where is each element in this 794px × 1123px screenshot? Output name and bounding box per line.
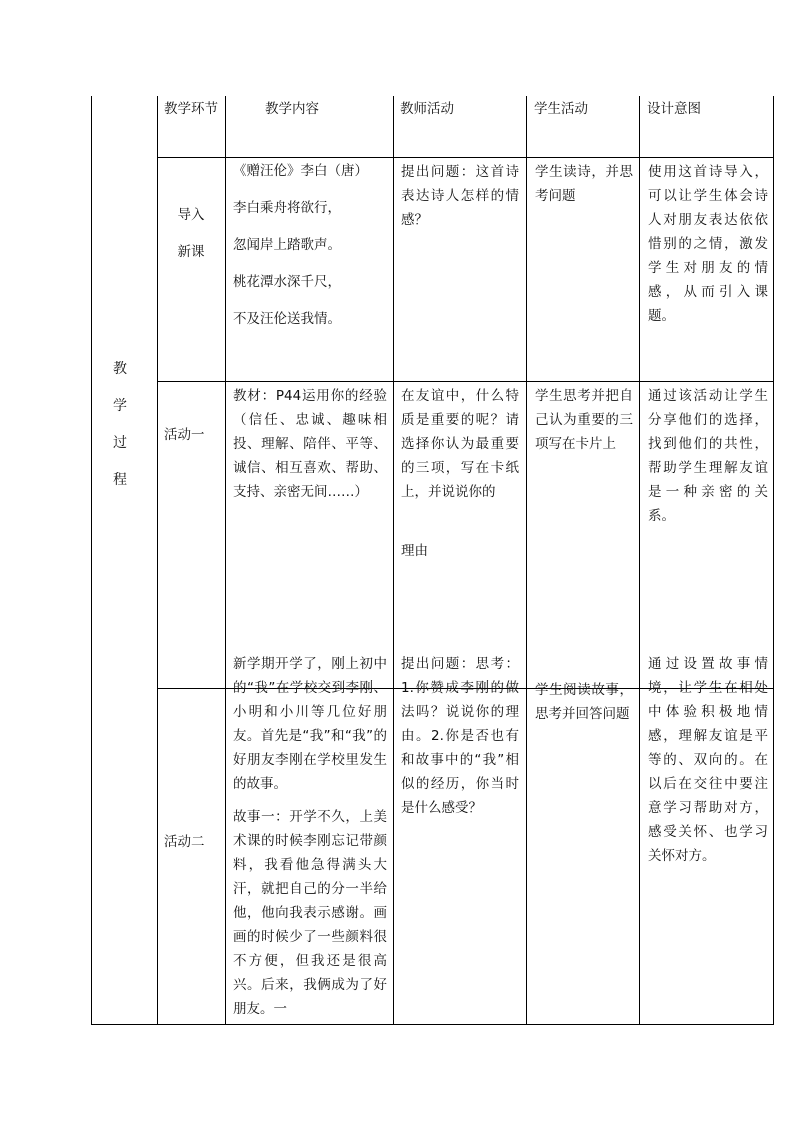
side-label: 教 学 过 程 (113, 361, 127, 488)
header-content: 教学内容 (265, 101, 319, 117)
student-activity-intro: 学生读诗，并思考问题 (535, 164, 633, 204)
column-divider (225, 96, 226, 1024)
stage-intro: 导入 新课 (177, 207, 205, 260)
poem-content (233, 153, 389, 338)
student-activity-1: 学生思考并把自己认为重要的三项写在卡片上 (535, 388, 633, 452)
column-divider (393, 96, 394, 1024)
poem-line: 不及汪伦送我情。 (233, 311, 341, 327)
header-stage: 教学环节 (164, 101, 218, 117)
row-divider (157, 381, 773, 382)
student-activity-2: 学生阅读故事，思考并回答问题 (535, 682, 633, 722)
content-activity-2-story: 故事一：开学不久，上美术课的时候李刚忘记带颜料，我看他急得满头大汗，就把自己的分一半给他，他向我表示感谢。画画的时候少了一些颜料很不方便，但我还是很高兴。后来，我俩成为了好朋友。一 (233, 809, 387, 1017)
teacher-activity-2: 提出问题：思考：1.你赞成李刚的做法吗？说说你的理由。2.你是否也有和故事中的“我”相似的经历，你当时是什么感受？ (401, 656, 519, 816)
column-divider (526, 96, 527, 1024)
stage-activity-1: 活动一 (164, 427, 205, 443)
teacher-activity-1: 在友谊中，什么特质是重要的呢？请选择你认为最重要的三项，写在卡纸上，并说说你的 (401, 388, 519, 500)
poem-title: 《赠汪伦》李白（唐） (233, 163, 368, 179)
poem-line: 李白乘舟将欲行， (233, 200, 341, 216)
header-intent: 设计意图 (647, 101, 701, 117)
header-teacher: 教师活动 (400, 101, 454, 117)
poem-line: 桃花潭水深千尺， (233, 274, 341, 290)
design-intent-1: 通过该活动让学生分享他们的选择， 找到他们的共性，帮助学生理解友谊是一种亲密的关系。 (648, 388, 768, 524)
column-divider (639, 96, 640, 1024)
header-student: 学生活动 (534, 101, 588, 117)
design-intent-intro: 使用这首诗导入，可以让学生体会诗人对朋友表达依依惜别的之情，激发学生对朋友的情感，从而引入课题。 (648, 164, 768, 324)
design-intent-2: 通过设置故事情境，让学生在相处中体验积极地情感，理解友谊是平等的、双向的。在以后在交往中要注意学习帮助对方，感受关怀、也学习关怀对方。 (648, 656, 768, 864)
stage-activity-2: 活动二 (164, 834, 205, 850)
poem-line: 忽闻岸上踏歌声。 (233, 237, 341, 253)
content-activity-2-intro: 新学期开学了，刚上初中的“我”在学校交到李刚、小明和小川等几位好朋友。首先是“我”和“我”的好朋友李刚在学校里发生的故事。 (233, 656, 387, 792)
content-activity-1: 教材：P44运用你的经验（信任、忠诚、趣味相投、理解、陪伴、平等、诚信、相互喜欢、帮助、支持、亲密无间……） (233, 388, 387, 500)
teacher-activity-1-extra: 理由 (401, 543, 428, 559)
teacher-activity-intro: 提出问题：这首诗表达诗人怎样的情感？ (401, 164, 519, 228)
